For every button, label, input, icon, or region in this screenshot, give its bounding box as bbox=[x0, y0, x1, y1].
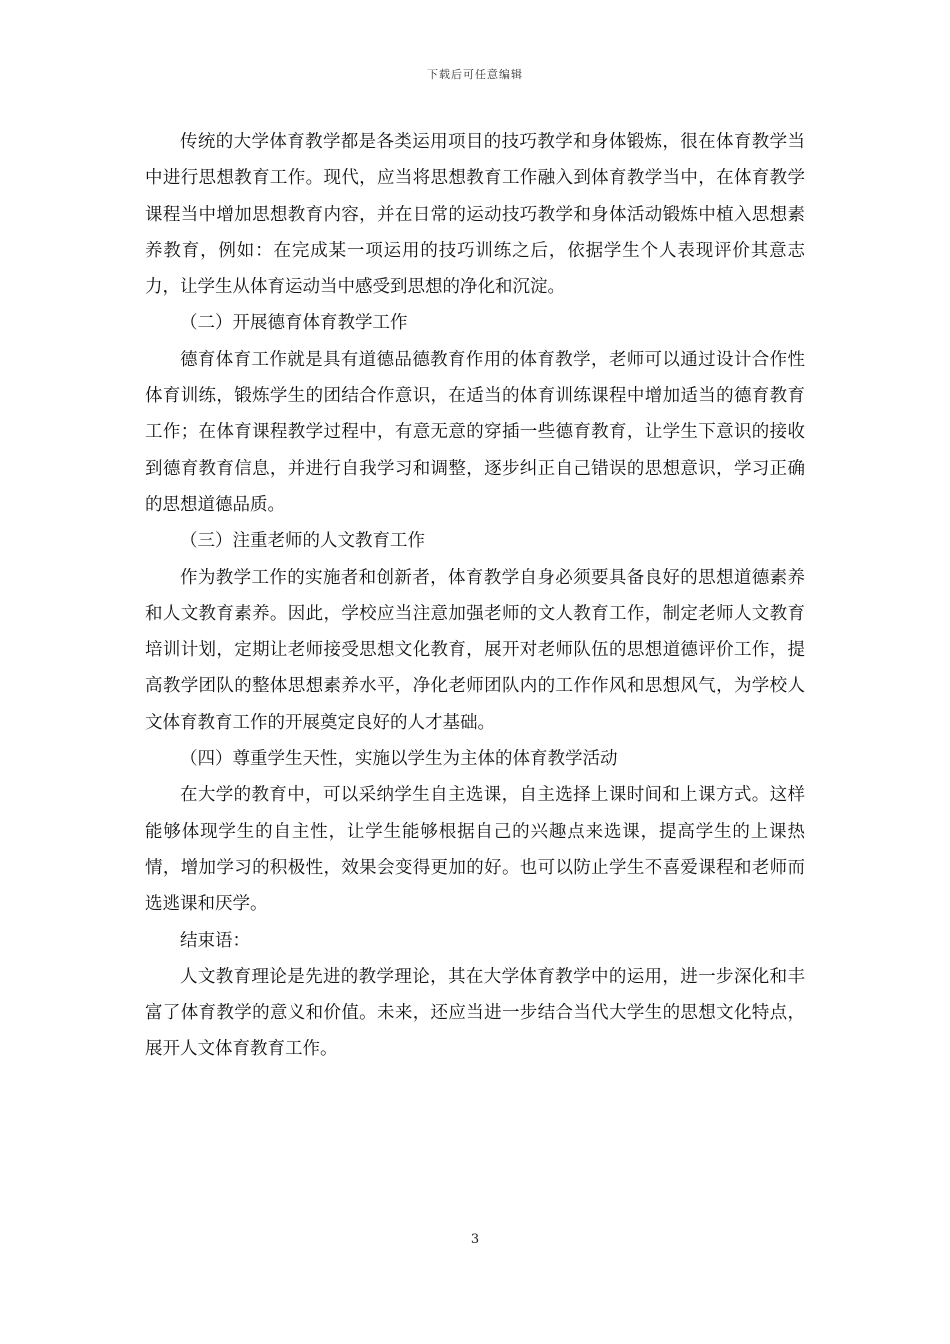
paragraph: 作为教学工作的实施者和创新者，体育教学自身必须要具备良好的思想道德素养和人文教育素养。因此，学校应当注意加强老师的文人教育工作，制定老师人文教育培训计划，定期让老师接受思想文化教育，展开对老师队伍的思想道德评价工作，提高教学团队的整体思想素养水平，净化老师团队内的工作作风和思想风气，为学校人文体育教育工作的开展奠定良好的人才基础。 bbox=[145, 567, 805, 733]
section-heading: （二）开展德育体育教学工作 bbox=[180, 313, 408, 334]
paragraph: 在大学的教育中，可以采纳学生自主选课，自主选择上课时间和上课方式。这样能够体现学生的自主性，让学生能够根据自己的兴趣点来选课，提高学生的上课热情，增加学习的积极性，效果会变得更加的好。也可以防止学生不喜爱课程和老师而选逃课和厌学。 bbox=[145, 785, 805, 915]
conclusion-heading: 结束语： bbox=[180, 930, 250, 951]
page-header: 下载后可任意编辑 bbox=[427, 68, 523, 81]
section-heading: （四）尊重学生天性，实施以学生为主体的体育教学活动 bbox=[180, 749, 618, 770]
page-number: 3 bbox=[470, 1232, 480, 1247]
document-body bbox=[145, 124, 805, 1068]
section-heading: （三）注重老师的人文教育工作 bbox=[180, 531, 425, 552]
paragraph: 传统的大学体育教学都是各类运用项目的技巧教学和身体锻炼，很在体育教学当中进行思想教育工作。现代，应当将思想教育工作融入到体育教学当中，在体育教学课程当中增加思想教育内容，并在日常的运动技巧教学和身体活动锻炼中植入思想素养教育，例如：在完成某一项运用的技巧训练之后，依据学生个人表现评价其意志力，让学生从体育运动当中感受到思想的净化和沉淀。 bbox=[145, 132, 805, 298]
paragraph: 德育体育工作就是具有道德品德教育作用的体育教学，老师可以通过设计合作性体育训练，锻炼学生的团结合作意识，在适当的体育训练课程中增加适当的德育教育工作；在体育课程教学过程中，有意无意的穿插一些德育教育，让学生下意识的接收到德育教育信息，并进行自我学习和调整，逐步纠正自己错误的思想意识，学习正确的思想道德品质。 bbox=[145, 349, 805, 515]
paragraph: 人文教育理论是先进的教学理论，其在大学体育教学中的运用，进一步深化和丰富了体育教学的意义和价值。未来，还应当进一步结合当代大学生的思想文化特点，展开人文体育教育工作。 bbox=[145, 966, 805, 1060]
